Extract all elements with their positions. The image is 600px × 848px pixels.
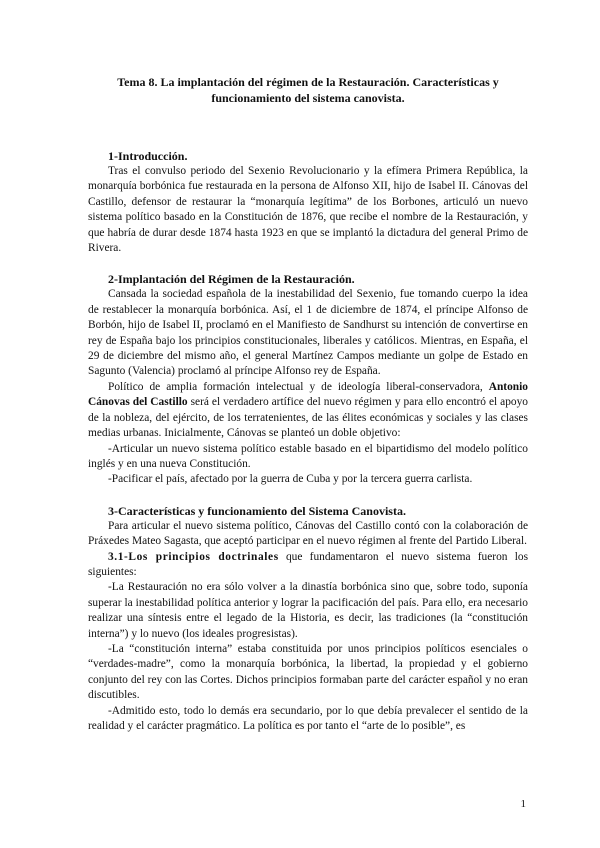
page-number: 1 [520, 798, 526, 810]
subsection-doctrinal-principles [88, 550, 528, 581]
title-line-1: Tema 8. La implantación del régimen de la Restauración. Características y [117, 75, 499, 89]
objective-item-1: -Articular un nuevo sistema político estable basado en el bipartidismo del modelo político inglés y en una nueva Constitución. [88, 442, 528, 470]
section-heading-implantation: 2-Implantación del Régimen de la Restauración. [108, 272, 355, 287]
intro-paragraph: Tras el convulso periodo del Sexenio Revolucionario y la efímera Primera República, la monarquía borbónica fue restaurada en la persona de Alfonso XII, hijo de Isabel II. Cánovas del Castillo, defensor de restaurar la “monarquía legítima” de los Borbones, articuló un nuevo sistema político basado en la Constitución de 1876, que recibe el nombre de la Restauración, y que habría de durar desde 1874 hasta 1923 en que se implantó la dictadura del general Primo de Rivera. [88, 165, 528, 255]
section-heading-intro: 1-Introducción. [108, 149, 188, 163]
title-line-2: funcionamiento del sistema canovista. [211, 91, 405, 105]
section-heading-features: 3-Características y funcionamiento del Sistema Canovista. [108, 503, 406, 518]
principle-item-1: -La Restauración no era sólo volver a la dinastía borbónica sino que, sobre todo, suponía superar la inestabilidad política anterior y lograr la pacificación del país. Para ello, era necesario realizar una síntesis entre el legado de la Historia, es decir, las tradiciones (la “constitución interna”) y lo nuevo (los ideales progresistas). [88, 581, 528, 640]
objective-item-2: -Pacificar el país, afectado por la guerra de Cuba y por la tercera guerra carlista. [108, 473, 473, 486]
implantation-paragraph-2 [88, 380, 528, 442]
document-title [88, 74, 528, 106]
subsection-heading-bold: 3.1-Los principios doctrinales [108, 550, 279, 563]
principle-item-2: -La “constitución interna” estaba constituida por unos principios políticos esenciales o “verdades-madre”, como la monarquía borbónica, la libertad, la propiedad y el gobierno conjunto del rey con las Cortes. Dichos principios formaban parte del carácter español y no eran discutibles. [88, 642, 528, 702]
page-content [88, 74, 528, 734]
principle-item-3: -Admitido esto, todo lo demás era secundario, por lo que debía prevalecer el sentido de la realidad y el carácter pragmático. La política es por tanto el “arte de lo posible”, es [88, 704, 528, 732]
implantation-paragraph-1: Cansada la sociedad española de la inestabilidad del Sexenio, fue tomando cuerpo la idea de restablecer la monarquía borbónica. Así, el 1 de diciembre de 1874, el príncipe Alfonso de Borbón, hijo de Isabel II, proclamó en el Manifiesto de Sandhurst su intención de convertirse en rey de España bajo los principios constitucionales, liberales y católicos. Mientras, en España, el 29 de diciembre del mismo año, el general Martínez Campos mediante un golpe de Estado en Sagunto (Valencia) proclamó al príncipe Alfonso rey de España. [88, 288, 528, 378]
subsection-heading-rest: que fundamentaron el nuevo sistema fueron los siguientes: [88, 550, 528, 578]
implantation-p2-text-b: será el verdadero artífice del nuevo régimen y para ello encontró el apoyo de la nobleza, del ejército, de los terratenientes, de las élites económicas y sociales y las clases medias urbanas. Inicialmente, Cánovas se planteó un doble objetivo: [88, 396, 528, 440]
features-paragraph-1: Para articular el nuevo sistema político, Cánovas del Castillo contó con la colaboración de Práxedes Mateo Sagasta, que aceptó participar en el nuevo régimen al frente del Partido Liberal. [88, 519, 528, 548]
canovas-name-bold: Antonio Cánovas del Castillo [88, 380, 528, 409]
implantation-p2-text-a: Político de amplia formación intelectual y de ideología liberal-conservadora, [108, 380, 489, 393]
